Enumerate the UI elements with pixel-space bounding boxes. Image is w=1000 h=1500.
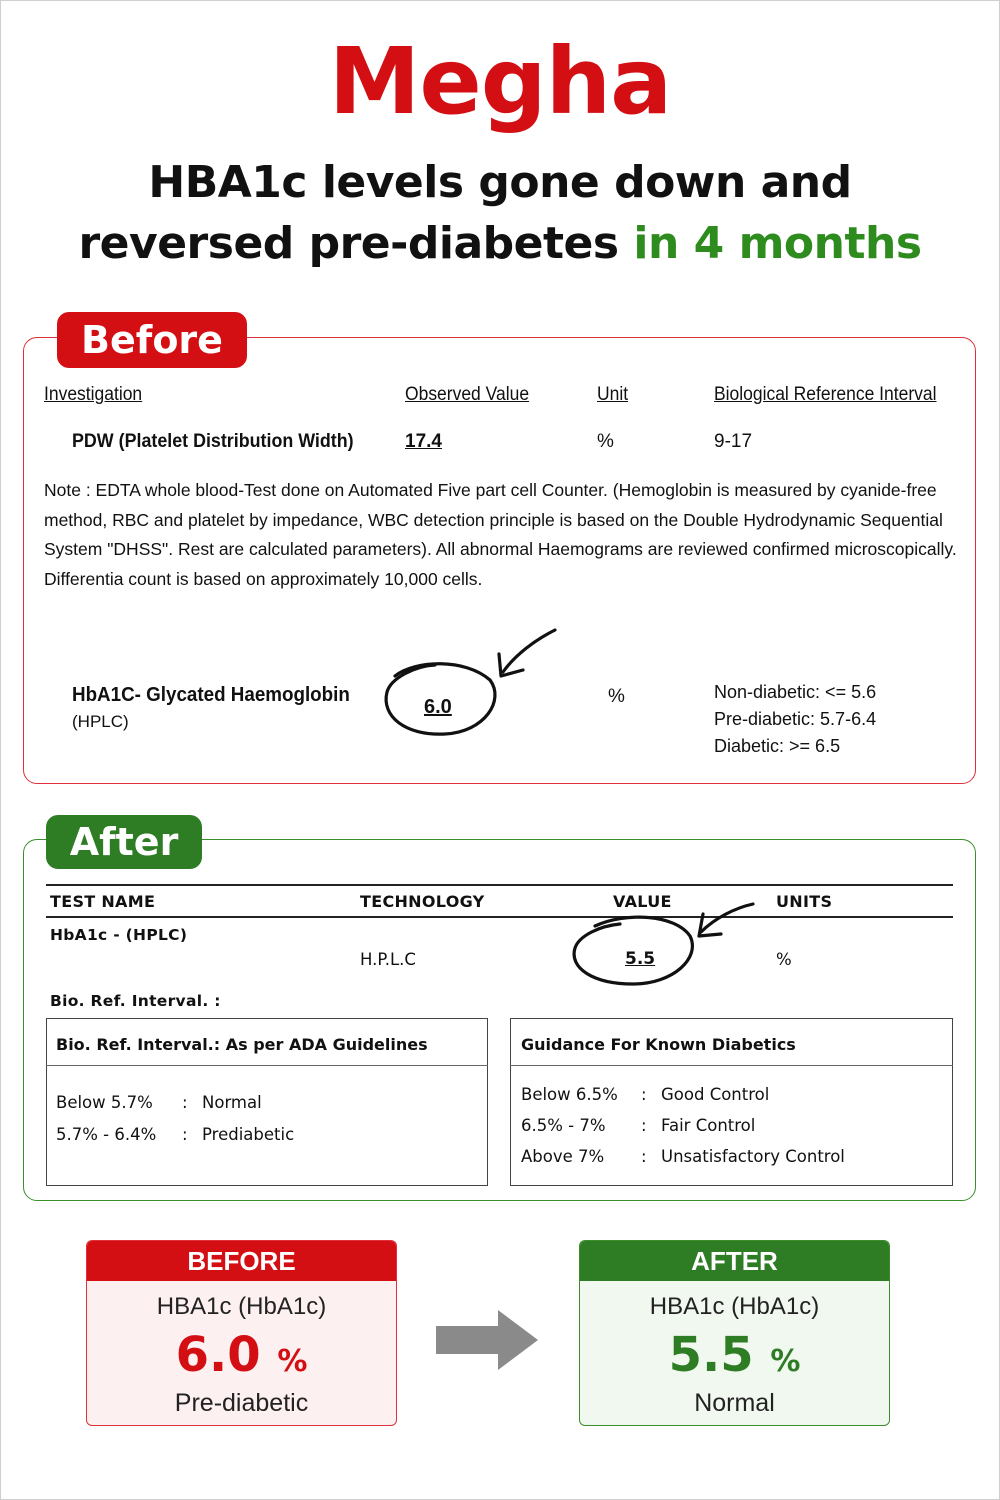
hand-drawn-circle-icon <box>375 620 575 750</box>
guidance-box-divider <box>510 1065 953 1066</box>
guidance-sep-good: : <box>641 1085 647 1104</box>
lab-note: Note : EDTA whole blood-Test done on Automated Five part cell Counter. (Hemoglobin is measured by cyanide-free method, RBC and platelet by impedance, WBC detection principle is based on the Double Hydrodynamic Sequential System "DHSS". Rest are calculated parameters). All abnormal Haemograms are reviewed confirmed microscopically. Differentia count is based on approximately 10,000 cells. <box>44 480 957 589</box>
headline-line-2-text: reversed pre-diabetes <box>78 218 619 269</box>
table-top-rule <box>46 884 953 886</box>
col-unit: Unit <box>597 384 629 405</box>
guidance-range-unsatisfactory: Above 7% <box>521 1147 605 1166</box>
pdw-range: 9-17 <box>714 431 753 452</box>
summary-before-unit: % <box>277 1344 308 1379</box>
ada-range-prediabetic: 5.7% - 6.4% <box>56 1125 157 1144</box>
summary-after-label: HBA1c (HbA1c) <box>649 1293 820 1320</box>
pdw-value: 17.4 <box>405 431 442 452</box>
hba1c-before-name: HbA1C- Glycated Haemoglobin <box>72 684 350 706</box>
ada-box-title: Bio. Ref. Interval.: As per ADA Guidelines <box>56 1035 428 1054</box>
ada-label-normal: Normal <box>202 1093 262 1112</box>
hba1c-after-value: 5.5 <box>625 949 656 969</box>
hba1c-after-technology: H.P.L.C <box>360 950 416 969</box>
hand-drawn-arrow-icon <box>503 630 555 672</box>
guidance-range-fair: 6.5% - 7% <box>521 1116 606 1135</box>
guidance-label-fair: Fair Control <box>661 1116 756 1135</box>
ada-box-divider <box>46 1065 488 1066</box>
col-observed-value: Observed Value <box>405 384 530 405</box>
summary-before-title: BEFORE <box>87 1241 396 1281</box>
hba1c-range-diabetic: Diabetic: >= 6.5 <box>714 736 841 756</box>
guidance-range-good: Below 6.5% <box>521 1085 618 1104</box>
summary-after-value-wrap <box>580 1327 889 1383</box>
pdw-name: PDW (Platelet Distribution Width) <box>72 431 354 452</box>
pdw-unit: % <box>597 431 614 452</box>
col-investigation: Investigation <box>44 384 143 405</box>
bio-ref-label: Bio. Ref. Interval. : <box>50 992 221 1010</box>
hba1c-before-method: (HPLC) <box>72 712 129 731</box>
ada-range-normal: Below 5.7% <box>56 1093 153 1112</box>
col-technology: TECHNOLOGY <box>360 892 485 911</box>
headline-highlight: in 4 months <box>633 218 922 269</box>
summary-after-value: 5.5 <box>668 1327 754 1383</box>
table-header-rule <box>46 916 953 918</box>
summary-after-card <box>579 1240 890 1426</box>
hba1c-before-value: 6.0 <box>424 696 452 718</box>
summary-before-label: HBA1c (HbA1c) <box>156 1293 327 1320</box>
col-units: UNITS <box>776 892 833 911</box>
guidance-label-good: Good Control <box>661 1085 770 1104</box>
ada-label-prediabetic: Prediabetic <box>202 1125 295 1144</box>
col-value: VALUE <box>613 892 672 911</box>
summary-after-title: AFTER <box>580 1241 889 1281</box>
hand-drawn-arrow-icon <box>701 904 753 932</box>
after-tag: After <box>46 815 202 869</box>
guidance-sep-fair: : <box>641 1116 647 1135</box>
hba1c-before-unit: % <box>608 686 625 707</box>
summary-after-status: Normal <box>694 1389 775 1417</box>
summary-before-value: 6.0 <box>175 1327 261 1383</box>
client-name: Megha <box>328 28 672 135</box>
headline-line-2 <box>0 218 1000 269</box>
ada-sep-prediabetic: : <box>182 1125 188 1144</box>
summary-after-unit: % <box>770 1344 801 1379</box>
before-tag: Before <box>57 312 247 368</box>
hba1c-range-non-diabetic: Non-diabetic: <= 5.6 <box>714 682 877 702</box>
summary-before-card <box>86 1240 397 1426</box>
guidance-sep-unsatisfactory: : <box>641 1147 647 1166</box>
summary-before-status: Pre-diabetic <box>174 1389 309 1417</box>
col-test-name: TEST NAME <box>50 892 156 911</box>
headline-line-1: HBA1c levels gone down and <box>148 157 852 208</box>
right-arrow-icon <box>434 1308 542 1372</box>
hba1c-range-pre-diabetic: Pre-diabetic: 5.7-6.4 <box>714 709 877 729</box>
col-reference-interval: Biological Reference Interval <box>714 384 937 405</box>
guidance-label-unsatisfactory: Unsatisfactory Control <box>661 1147 845 1166</box>
guidance-box-title: Guidance For Known Diabetics <box>521 1035 796 1054</box>
summary-before-value-wrap <box>87 1327 396 1383</box>
hand-drawn-circle-icon <box>565 896 765 996</box>
hba1c-after-unit: % <box>776 950 792 969</box>
hba1c-after-name: HbA1c - (HPLC) <box>50 926 188 944</box>
ada-sep-normal: : <box>182 1093 188 1112</box>
